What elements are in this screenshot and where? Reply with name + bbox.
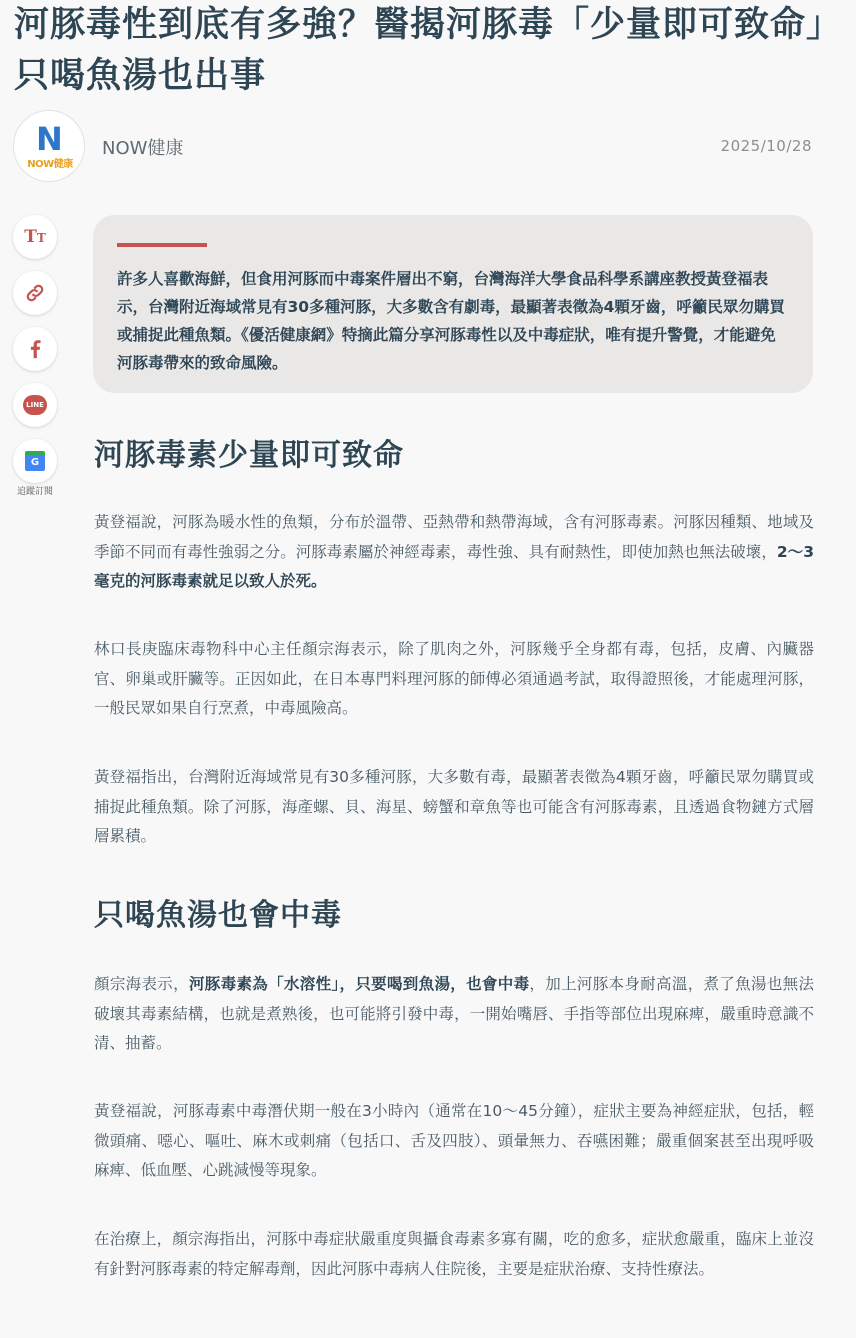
font-size-icon: TT [24, 227, 46, 247]
line-icon: LINE [23, 395, 47, 415]
paragraph: 林口長庚臨床毒物科中心主任顏宗海表示，除了肌肉之外，河豚幾乎全身都有毒，包括，皮膚、內臟器官、卵巢或肝臟等。正因如此，在日本專門料理河豚的師傅必須通過考試，取得證照後，才能處理河豚，一般民眾如果自行烹煮，中毒風險高。 [94, 640, 814, 717]
section-heading: 河豚毒素少量即可致命 [94, 438, 404, 473]
logo-text: NOW健康 [27, 159, 73, 170]
now-logo-icon: N [36, 120, 63, 158]
facebook-share-button[interactable] [13, 327, 57, 371]
paragraph: 黃登福說，河豚為暖水性的魚類，分布於溫帶、亞熱帶和熱帶海域，含有河豚毒素。河豚因種類、地域及季節不同而有毒性強弱之分。河豚毒素屬於神經毒素，毒性強、具有耐熱性，即使加熱也無法破壞，2～3毫克的河豚毒素就足以致人於死。 [94, 513, 814, 590]
summary-accent-bar [117, 243, 207, 247]
link-icon [24, 282, 46, 304]
google-news-button[interactable] [13, 439, 57, 483]
paragraph: 黃登福指出，台灣附近海域常見有30多種河豚，大多數有毒，最顯著表徵為4顆牙齒，呼籲民眾勿購買或捕捉此種魚類。除了河豚，海產螺、貝、海星、螃蟹和章魚等也可能含有河豚毒素，且透過食物鏈方式層層累積。 [94, 768, 814, 845]
line-share-button[interactable] [13, 383, 57, 427]
section-heading: 只喝魚湯也會中毒 [94, 898, 342, 933]
article-summary-box [93, 215, 813, 393]
facebook-icon [24, 338, 46, 360]
author-name-link[interactable]: NOW健康 [102, 138, 184, 159]
publish-date: 2025/10/28 [720, 137, 812, 155]
article-title: 河豚毒性到底有多強？醫揭河豚毒「少量即可致命」只喝魚湯也出事 [14, 5, 825, 96]
google-news-icon: G [25, 451, 45, 471]
paragraph: 黃登福說，河豚毒素中毒潛伏期一般在3小時內（通常在10～45分鐘），症狀主要為神經症狀，包括，輕微頭痛、噁心、嘔吐、麻木或刺痛（包括口、舌及四肢）、頭暈無力、吞嚥困難；嚴重個案甚至出現呼吸麻痺、低血壓、心跳減慢等現象。 [94, 1102, 814, 1179]
copy-link-button[interactable] [13, 271, 57, 315]
paragraph: 顏宗海表示，河豚毒素為「水溶性」，只要喝到魚湯，也會中毒，加上河豚本身耐高溫，煮了魚湯也無法破壞其毒素結構，也就是煮熟後，也可能將引發中毒，一開始嘴唇、手指等部位出現麻痺，嚴重時意識不清、抽蓄。 [94, 975, 814, 1052]
paragraph: 在治療上，顏宗海指出，河豚中毒症狀嚴重度與攝食毒素多寡有關，吃的愈多，症狀愈嚴重，臨床上並沒有針對河豚毒素的特定解毒劑，因此河豚中毒病人住院後，主要是症狀治療、支持性療法。 [94, 1230, 814, 1278]
font-size-button[interactable] [13, 215, 57, 259]
summary-text: 許多人喜歡海鮮，但食用河豚而中毒案件層出不窮，台灣海洋大學食品科學系講座教授黃登福表示，台灣附近海域常見有30多種河豚，大多數含有劇毒，最顯著表徵為4顆牙齒，呼籲民眾勿購買或捕捉此種魚類。《優活健康網》特摘此篇分享河豚毒性以及中毒症狀，唯有提升警覺，才能避免河豚毒帶來的致命風險。 [117, 270, 785, 372]
author-avatar[interactable] [13, 110, 85, 182]
subscribe-label[interactable]: 追蹤訂閱 [16, 487, 53, 497]
